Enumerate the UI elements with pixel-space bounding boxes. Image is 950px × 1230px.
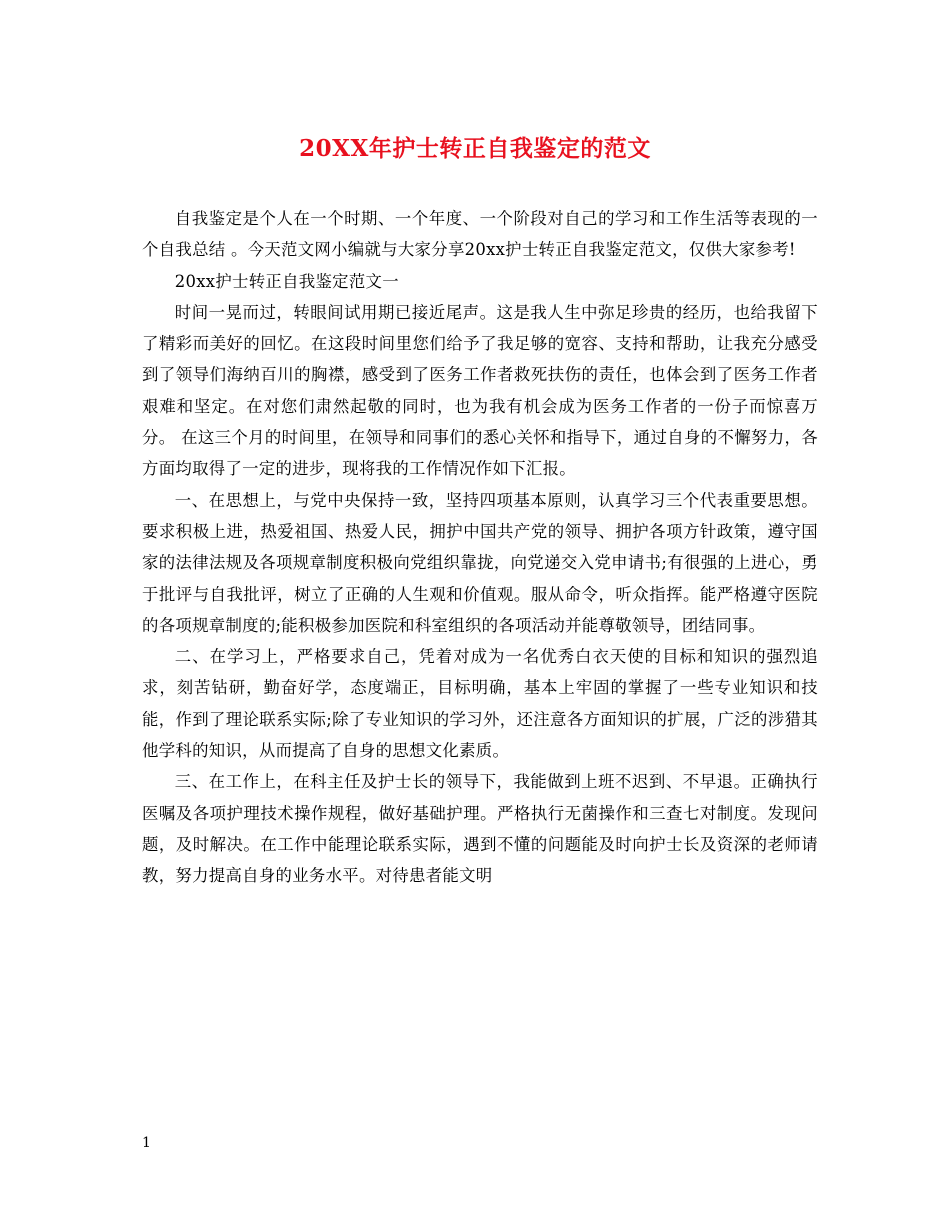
paragraph-study: 二、在学习上，严格要求自己，凭着对成为一名优秀白衣天使的目标和知识的强烈追求，刻苦钻研，勤奋好学，态度端正，目标明确，基本上牢固的掌握了一些专业知识和技能，作到了理论联系实际;除了专业知识的学习外，还注意各方面知识的扩展，广泛的涉猎其他学科的知识，从而提高了自身的思想文化素质。 <box>142 647 818 761</box>
paragraph-opening: 时间一晃而过，转眼间试用期已接近尾声。这是我人生中弥足珍贵的经历，也给我留下了精彩而美好的回忆。在这段时间里您们给予了我足够的宽容、支持和帮助，让我充分感受到了领导们海纳百川的胸襟，感受到了医务工作者救死扶伤的责任，也体会到了医务工作者艰难和坚定。在对您们肃然起敬的同时，也为我有机会成为医务工作者的一份子而惊喜万分。 在这三个月的时间里，在领导和同事们的悉心关怀和指导下，通过自身的不懈努力，各方面均取得了一定的进步，现将我的工作情况作如下汇报。 <box>142 302 818 479</box>
document-body <box>142 203 818 892</box>
paragraph-intro: 自我鉴定是个人在一个时期、一个年度、一个阶段对自己的学习和工作生活等表现的一个自我总结 。今天范文网小编就与大家分享20xx护士转正自我鉴定范文，仅供大家参考! <box>142 209 818 260</box>
document-title: 20XX年护士转正自我鉴定的范文 <box>299 135 651 162</box>
paragraph-work: 三、在工作上，在科主任及护士长的领导下，我能做到上班不迟到、不早退。正确执行医嘱及各项护理技术操作规程，做好基础护理。严格执行无菌操作和三查七对制度。发现问题，及时解决。在工作中能理论联系实际，遇到不懂的问题能及时向护士长及资深的老师请教，努力提高自身的业务水平。对待患者能文明 <box>142 772 818 886</box>
paragraph-thought: 一、在思想上，与党中央保持一致，坚持四项基本原则，认真学习三个代表重要思想。要求积极上进，热爱祖国、热爱人民，拥护中国共产党的领导、拥护各项方针政策，遵守国家的法律法规及各项规章制度积极向党组织靠拢，向党递交入党申请书;有很强的上进心，勇于批评与自我批评，树立了正确的人生观和价值观。服从命令，听众指挥。能严格遵守医院的各项规章制度的;能积极参加医院和科室组织的各项活动并能尊敬领导，团结同事。 <box>142 490 818 635</box>
page-number: 1 <box>142 1135 151 1151</box>
section-heading: 20xx护士转正自我鉴定范文一 <box>174 271 399 291</box>
